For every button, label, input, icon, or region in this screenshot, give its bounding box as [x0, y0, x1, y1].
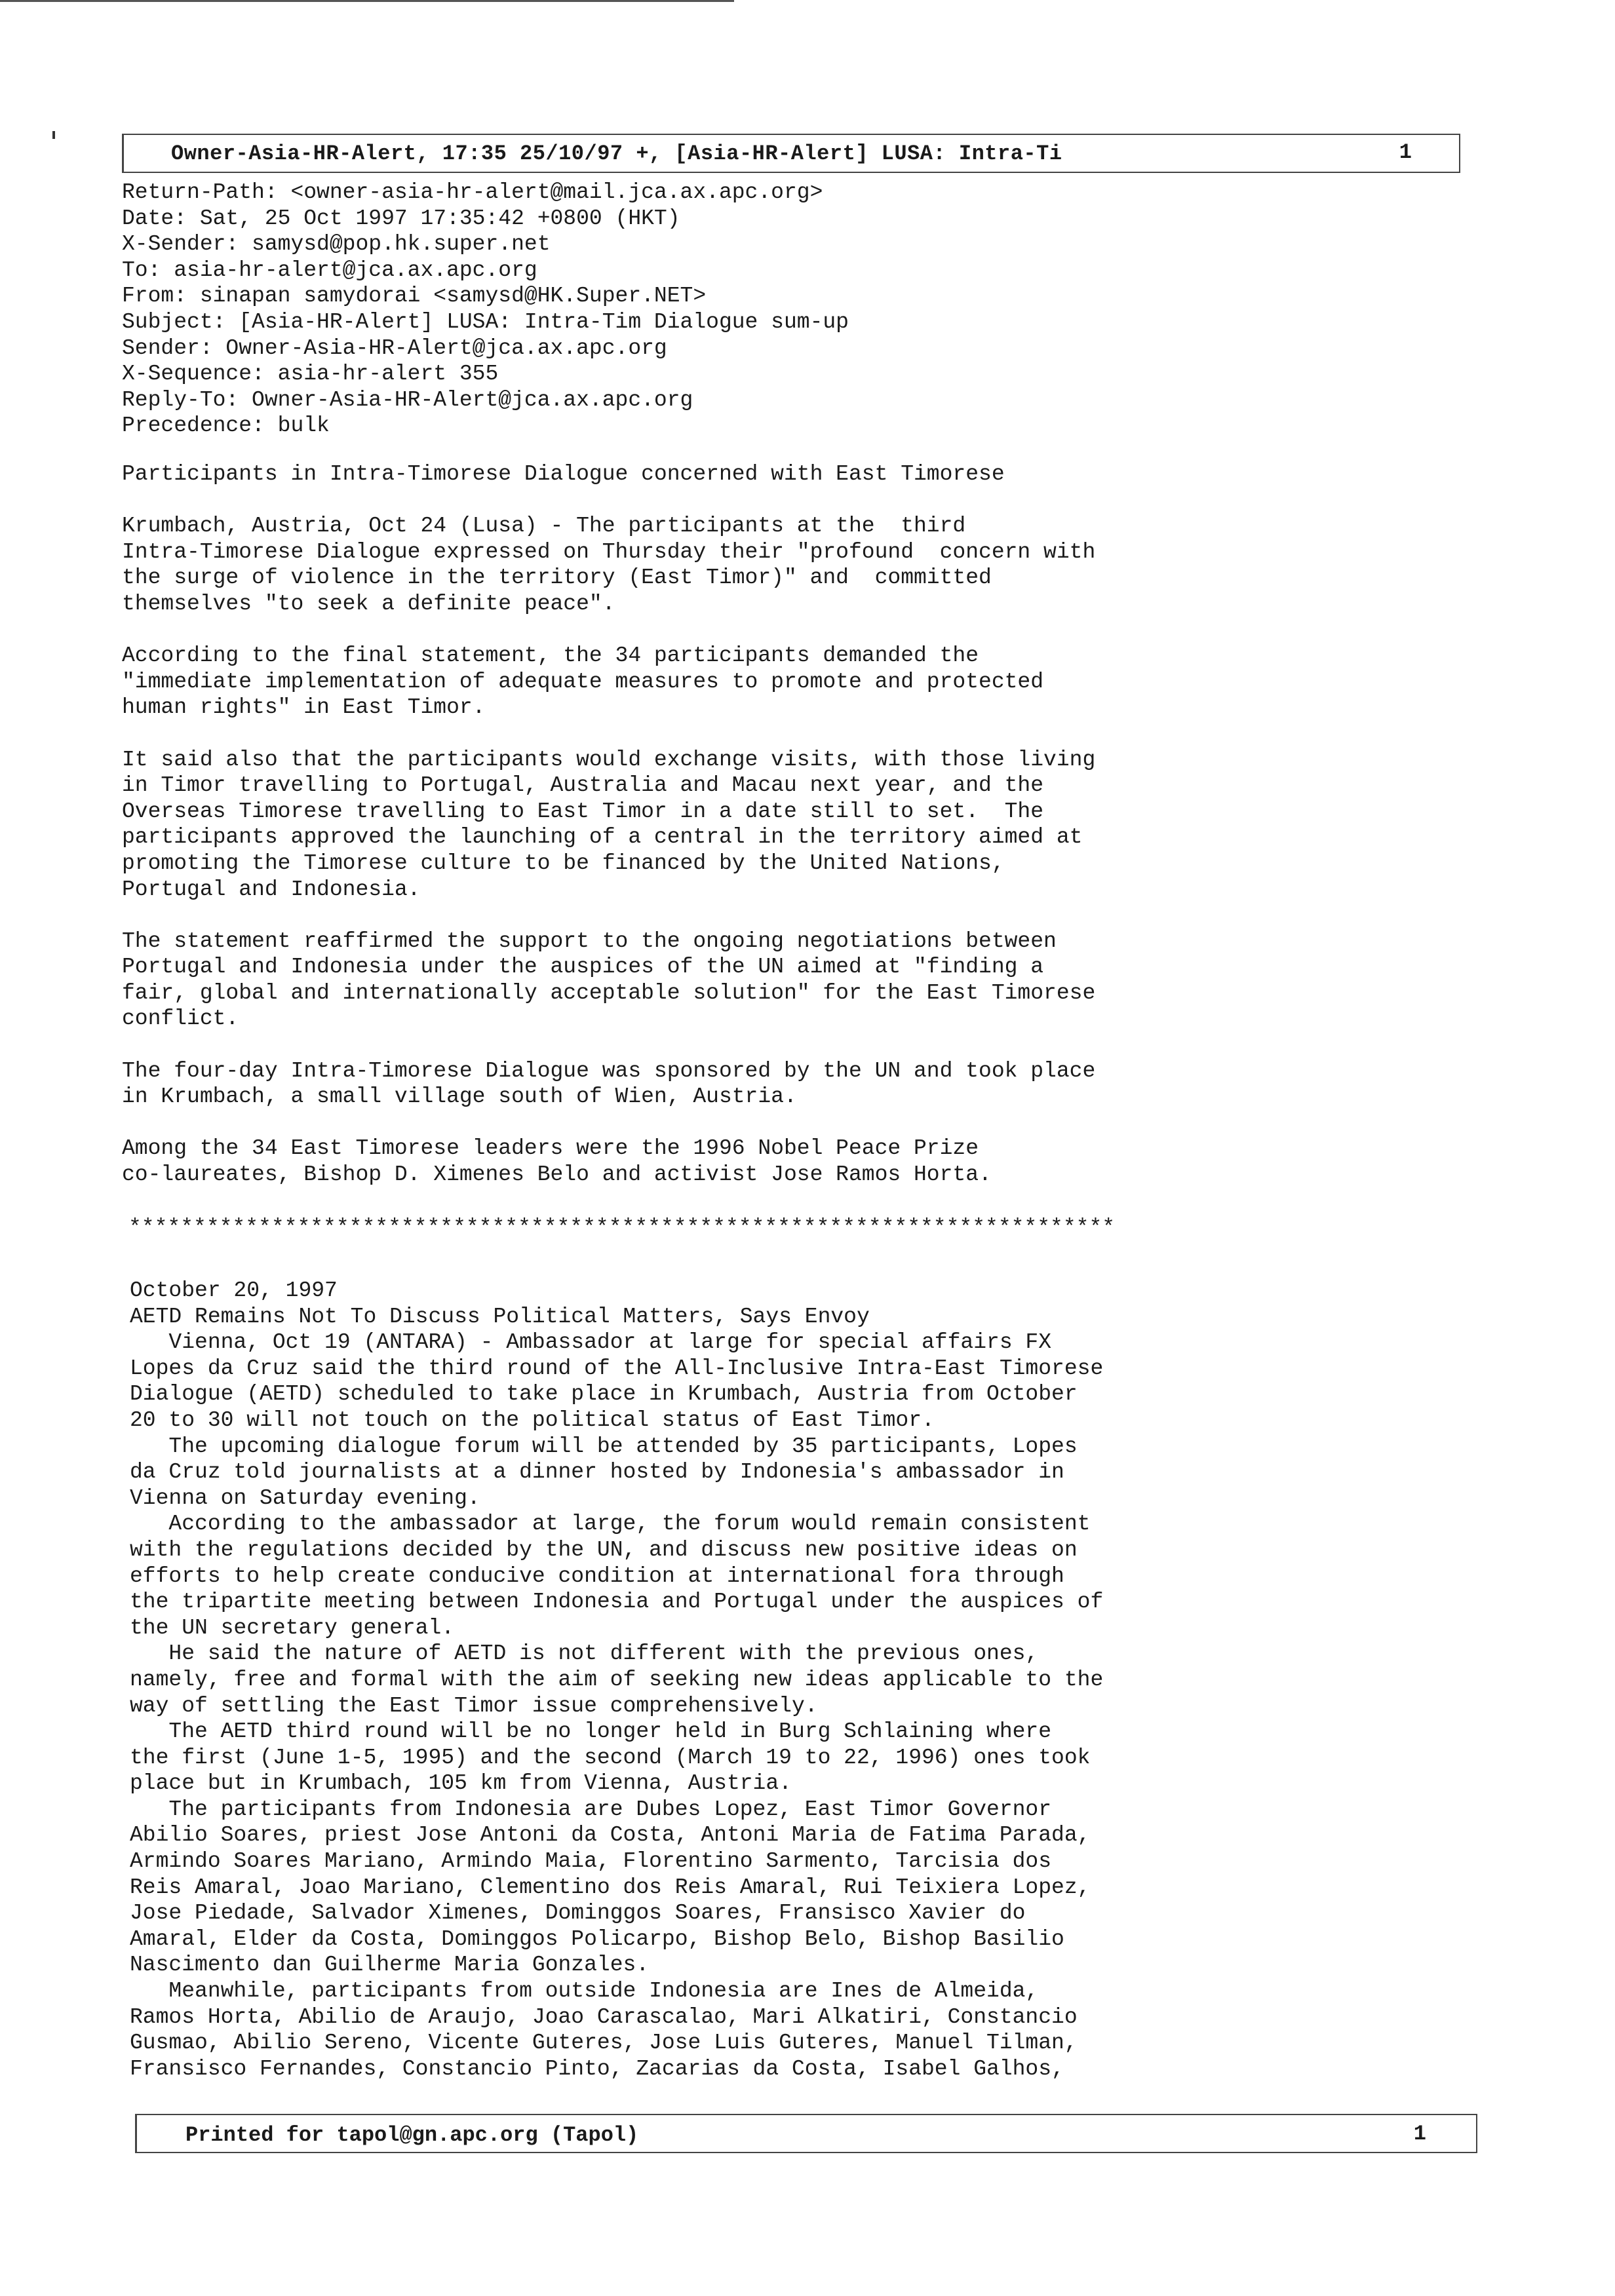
- email-header-line: Precedence: bulk: [122, 413, 330, 438]
- email-header-line: Reply-To: Owner-Asia-HR-Alert@jca.ax.apc.org: [122, 387, 693, 412]
- article-headline: AETD Remains Not To Discuss Political Matters, Says Envoy: [130, 1304, 870, 1329]
- email-header-line: Sender: Owner-Asia-HR-Alert@jca.ax.apc.org: [122, 335, 667, 360]
- article-paragraph: Among the 34 East Timorese leaders were the 1996 Nobel Peace Prize co-laureates, Bishop D. Ximenes Belo and activist Jose Ramos Horta.: [122, 1136, 992, 1187]
- email-headers: [122, 180, 1407, 439]
- article-paragraph: Vienna, Oct 19 (ANTARA) - Ambassador at large for special affairs FX Lopes da Cruz said the third round of the All-Inclusive Intra-East Timorese Dialogue (AETD) scheduled to take place in Krumbach, Austria from October 20 to 30 will not touch on the political status of East Timor.: [130, 1330, 1104, 1432]
- article-date: October 20, 1997: [130, 1278, 338, 1303]
- email-header-line: From: sinapan samydorai <samysd@HK.Super.NET>: [122, 284, 707, 309]
- article-paragraph: He said the nature of AETD is not different with the previous ones, namely, free and formal with the aim of seeking new ideas applicable to the way of settling the East Timor issue comprehensively.: [130, 1641, 1104, 1718]
- page-top-rule: [0, 0, 734, 2]
- asterisk-separator: ****************************************************************************: [128, 1215, 1116, 1240]
- print-footer: [135, 2114, 1477, 2153]
- print-header: [122, 134, 1460, 173]
- article-paragraph: The upcoming dialogue forum will be attended by 35 participants, Lopes da Cruz told journalists at a dinner hosted by Indonesia's ambassador in Vienna on Saturday evening.: [130, 1434, 1078, 1510]
- article-paragraph: The four-day Intra-Timorese Dialogue was sponsored by the UN and took place in Krumbach, a small village south of Wien, Austria.: [122, 1058, 1096, 1109]
- header-title: Owner-Asia-HR-Alert, 17:35 25/10/97 +, [Asia-HR-Alert] LUSA: Intra-Ti: [171, 142, 1062, 166]
- article-antara: [130, 1278, 1414, 2082]
- article-paragraph: According to the ambassador at large, the forum would remain consistent with the regulations decided by the UN, and discuss new positive ideas on efforts to help create conducive condition at international fora through the tripartite meeting between Indonesia and Portugal under the auspices of the UN secretary general.: [130, 1512, 1104, 1640]
- email-header-line: Date: Sat, 25 Oct 1997 17:35:42 +0800 (HKT): [122, 206, 680, 231]
- article-paragraph: It said also that the participants would exchange visits, with those living in Timor travelling to Portugal, Australia and Macau next year, and the Overseas Timorese travelling to East Timor in a date still to set. The participants approved the launching of a central in the territory aimed at promoting the Timorese culture to be financed by the United Nations, Portugal and Indonesia.: [122, 747, 1096, 902]
- email-header-line: To: asia-hr-alert@jca.ax.apc.org: [122, 258, 537, 282]
- email-header-line: X-Sequence: asia-hr-alert 355: [122, 362, 499, 387]
- scan-speck: [52, 131, 55, 139]
- article-paragraph: Krumbach, Austria, Oct 24 (Lusa) - The participants at the third Intra-Timorese Dialogue expressed on Thursday their "profound concern with the surge of violence in the territory (East Timor)" and committed themselves "to seek a definite peace".: [122, 514, 1096, 616]
- article-paragraph: The participants from Indonesia are Dubes Lopez, East Timor Governor Abilio Soares, priest Jose Antoni da Costa, Antoni Maria de Fatima Parada, Armindo Soares Mariano, Armindo Maia, Florentino Sarmento, Tarcisia dos Reis Amaral, Joao Mariano, Clementino dos Reis Amaral, Rui Teixiera Lopez, Jose Piedade, Salvador Ximenes, Dominggos Soares, Fransisco Xavier do Amaral, Elder da Costa, Dominggos Policarpo, Bishop Belo, Bishop Basilio Nascimento dan Guilherme Maria Gonzales.: [130, 1797, 1091, 1978]
- email-header-line: Return-Path: <owner-asia-hr-alert@mail.jca.ax.apc.org>: [122, 180, 823, 204]
- email-header-line: X-Sender: samysd@pop.hk.super.net: [122, 232, 551, 257]
- article-lusa: [122, 461, 1407, 1188]
- footer-title: Printed for tapol@gn.apc.org (Tapol): [185, 2123, 639, 2147]
- footer-page-number: 1: [1413, 2122, 1426, 2146]
- article-paragraph: The AETD third round will be no longer held in Burg Schlaining where the first (June 1-5, 1995) and the second (March 19 to 22, 1996) ones took place but in Krumbach, 105 km from Vienna, Austria.: [130, 1719, 1091, 1796]
- header-page-number: 1: [1399, 140, 1412, 164]
- article-paragraph: The statement reaffirmed the support to the ongoing negotiations between Portugal and Indonesia under the auspices of the UN aimed at "finding a fair, global and internationally acceptable solution" for the East Timorese conflict.: [122, 928, 1096, 1031]
- article-paragraph: Meanwhile, participants from outside Indonesia are Ines de Almeida, Ramos Horta, Abilio de Araujo, Joao Carascalao, Mari Alkatiri, Constancio Gusmao, Abilio Sereno, Vicente Guteres, Jose Luis Guteres, Manuel Tilman, Fransisco Fernandes, Constancio Pinto, Zacarias da Costa, Isabel Galhos,: [130, 1979, 1078, 2081]
- email-header-line: Subject: [Asia-HR-Alert] LUSA: Intra-Tim Dialogue sum-up: [122, 309, 849, 334]
- article-paragraph: According to the final statement, the 34 participants demanded the "immediate implementation of adequate measures to promote and protected human rights" in East Timor.: [122, 643, 1044, 720]
- article-headline: Participants in Intra-Timorese Dialogue concerned with East Timorese: [122, 462, 1005, 486]
